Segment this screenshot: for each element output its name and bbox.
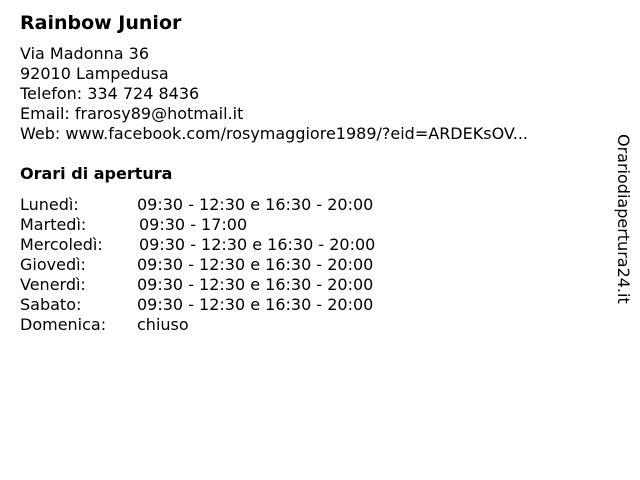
city-postal: 92010 Lampedusa xyxy=(20,64,169,83)
opening-hours-heading: Orari di apertura xyxy=(20,164,173,183)
day-label: Giovedì: xyxy=(20,255,86,274)
day-label: Mercoledì: xyxy=(20,235,103,254)
time-value: 09:30 - 17:00 xyxy=(139,215,248,234)
email-address: Email: frarosy89@hotmail.it xyxy=(20,104,244,123)
site-watermark: Orariodiapertura24.it xyxy=(614,134,633,304)
street-address: Via Madonna 36 xyxy=(20,44,150,63)
day-label: Venerdì: xyxy=(20,275,86,294)
website-link: Web: www.facebook.com/rosymaggiore1989/?eid=ARDEKsOV... xyxy=(20,124,529,143)
phone-number: Telefon: 334 724 8436 xyxy=(20,84,200,103)
contact-block xyxy=(20,44,528,144)
day-label: Martedì: xyxy=(20,215,87,234)
day-label: Domenica: xyxy=(20,315,107,334)
business-name: Rainbow Junior xyxy=(20,12,182,34)
time-value: 09:30 - 12:30 e 16:30 - 20:00 xyxy=(137,195,374,214)
time-value: 09:30 - 12:30 e 16:30 - 20:00 xyxy=(137,295,374,314)
time-value: 09:30 - 12:30 e 16:30 - 20:00 xyxy=(137,275,374,294)
time-value: 09:30 - 12:30 e 16:30 - 20:00 xyxy=(139,235,376,254)
day-label: Lunedì: xyxy=(20,195,79,214)
time-value: 09:30 - 12:30 e 16:30 - 20:00 xyxy=(137,255,374,274)
day-label: Sabato: xyxy=(20,295,82,314)
time-value: chiuso xyxy=(137,315,189,334)
